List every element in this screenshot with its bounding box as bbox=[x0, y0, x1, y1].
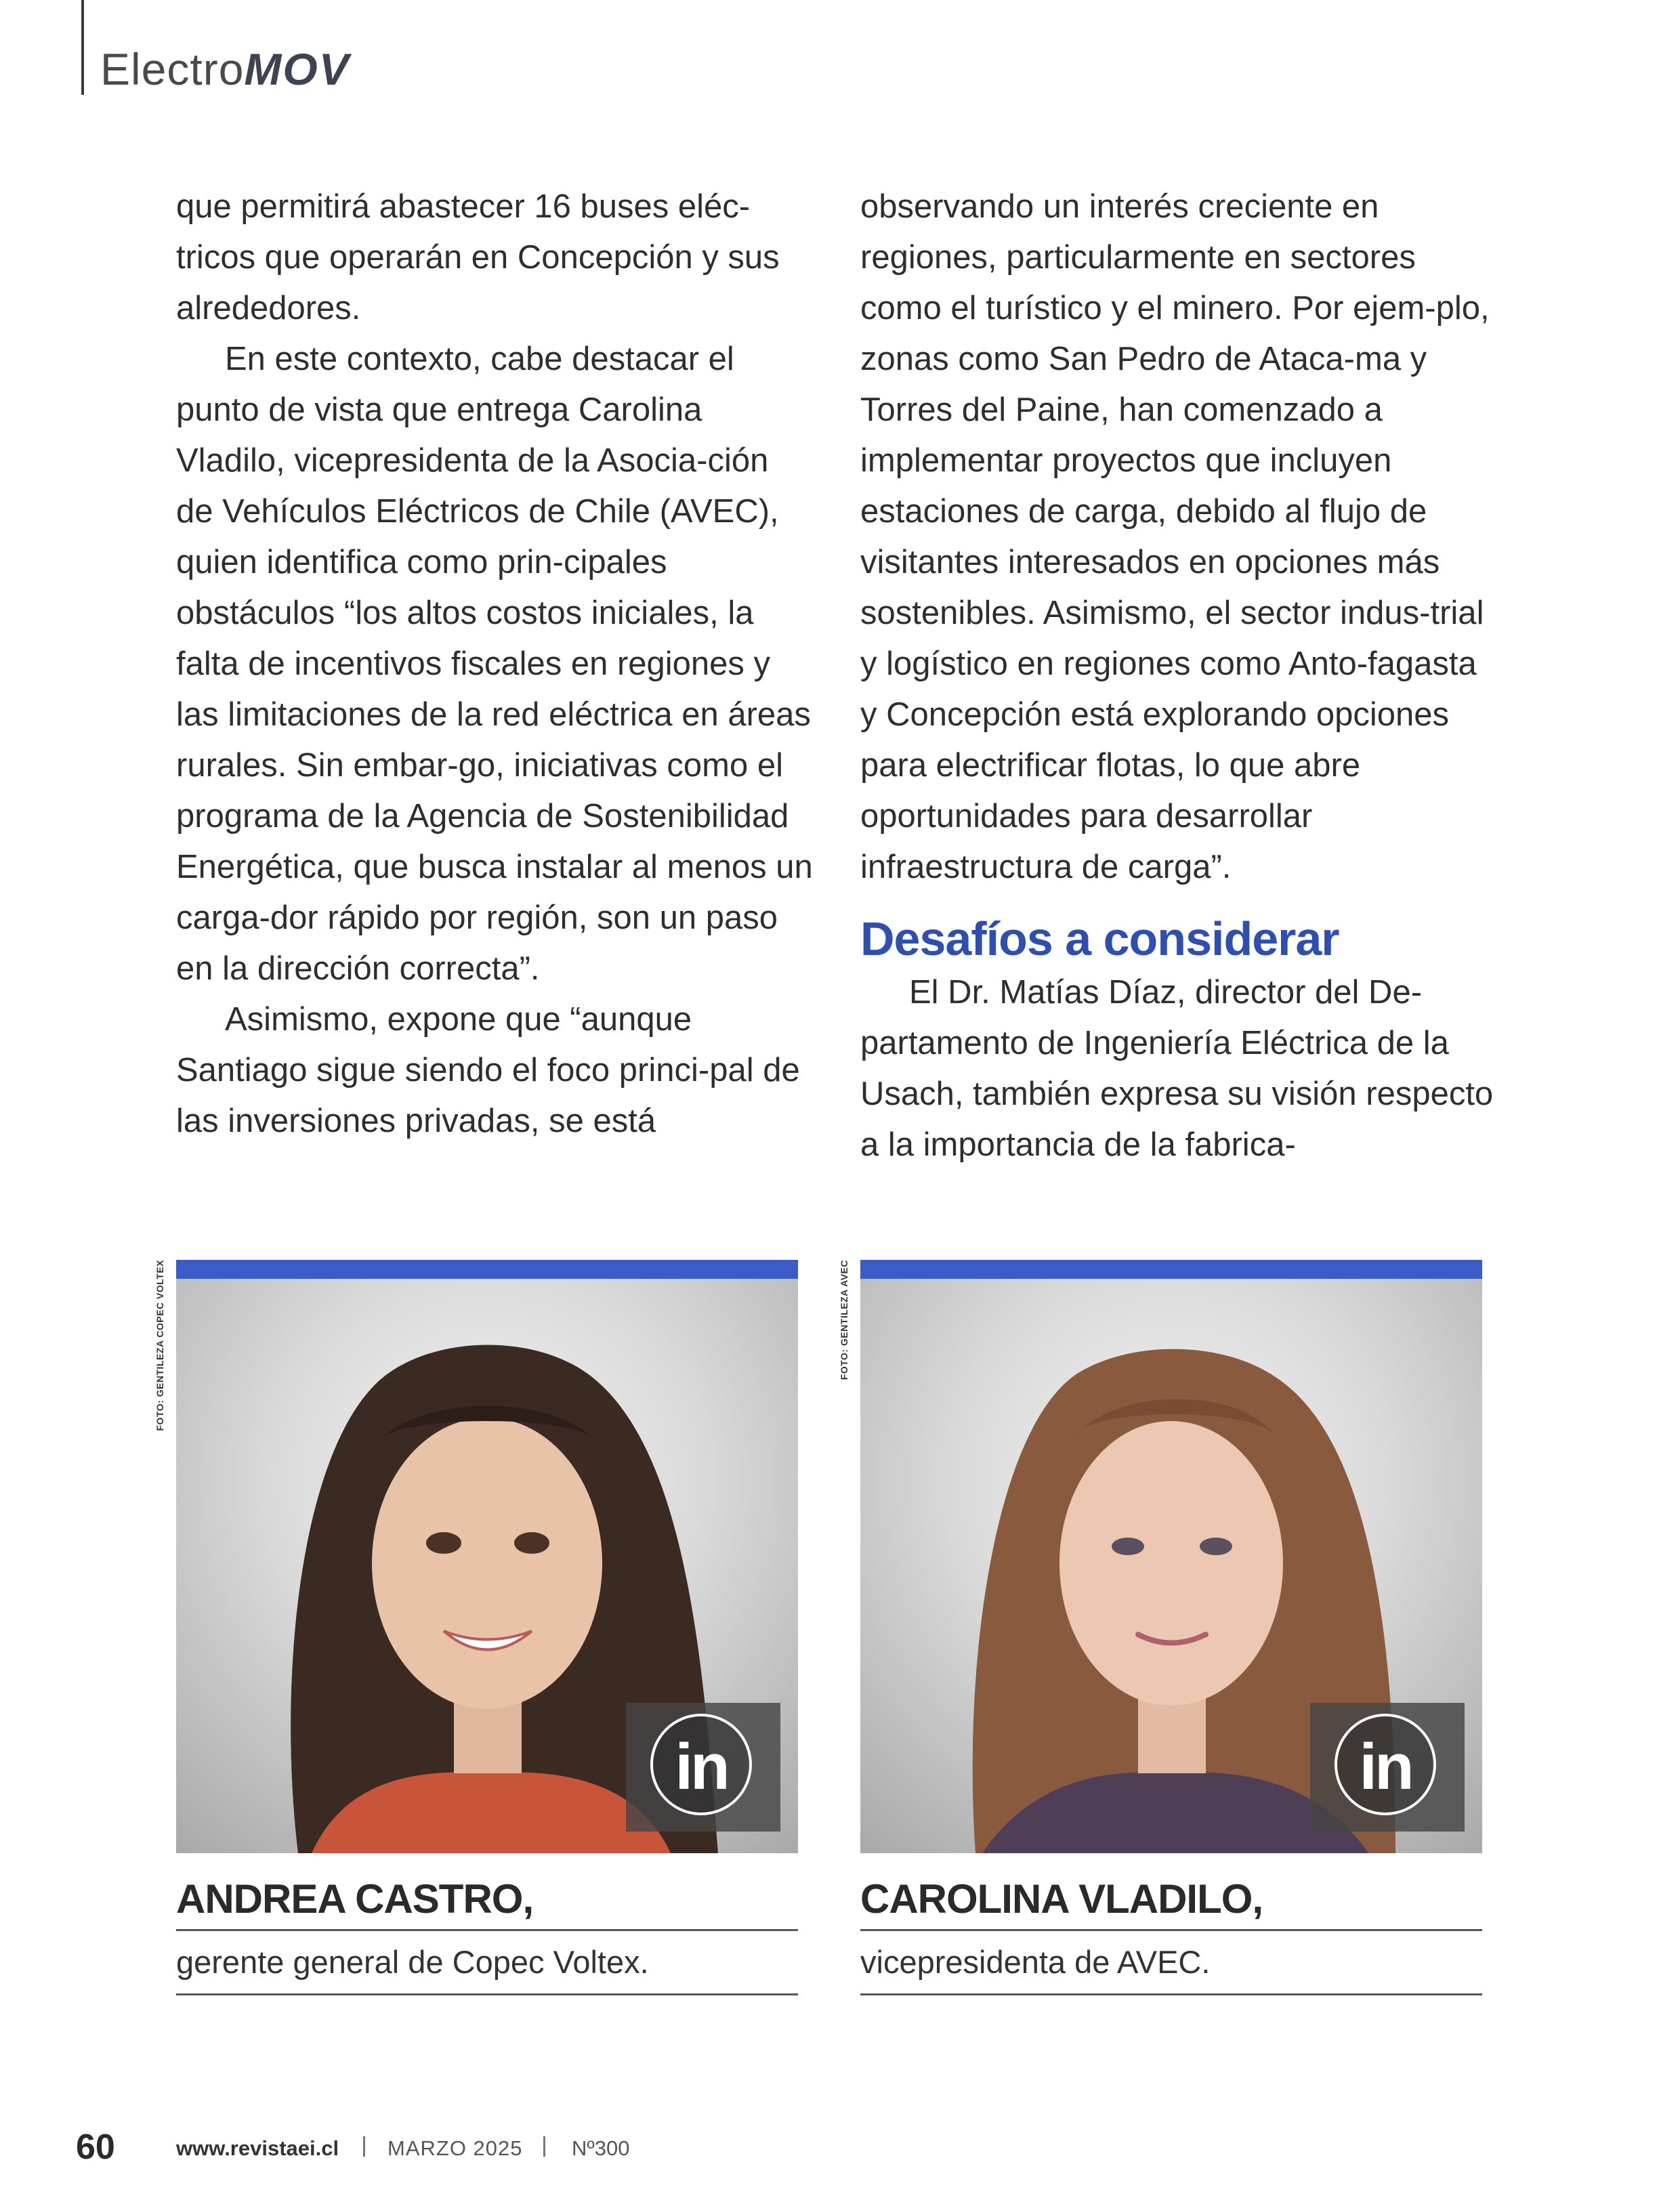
profile-photo bbox=[860, 1260, 1482, 1853]
article-paragraph: observando un interés creciente en regiones, particularmente en sectores como el turístico y el minero. Por ejem-plo, zonas como San Pedro de Ataca-ma y Torres del Paine, han comenzado a implementar proyectos que incluyen estaciones de carga, debido al flujo de visitantes interesados en opciones más sostenibles. Asimismo, el sector indus-trial y logístico en regiones como Anto-fagasta y Concepción está explorando opciones para electrificar flotas, lo que abre oportunidades para desarrollar infraestructura de carga”. bbox=[860, 188, 1490, 885]
profile-card bbox=[176, 1260, 798, 1995]
photo-credit: FOTO: GENTILEZA COPEC VOLTEX bbox=[154, 1260, 165, 1431]
linkedin-label: in bbox=[675, 1731, 728, 1803]
photo-accent-bar bbox=[176, 1260, 798, 1279]
divider bbox=[860, 1993, 1482, 1995]
website-link[interactable]: www.revistaei.cl bbox=[176, 2136, 339, 2160]
article-paragraph: En este contexto, cabe destacar el punto de vista que entrega Carolina Vladilo, vicepresidenta de la Asocia-ción de Vehículos Eléctricos de Chile (AVEC), quien identifica como prin-cipales obstáculos “los altos costos iniciales, la falta de incentivos fiscales en regiones y las limitaciones de la red eléctrica en áreas rurales. Sin embar-go, iniciativas como el programa de la Agencia de Sostenibilidad Energética, que busca instalar al menos un carga-dor rápido por región, son un paso en la dirección correcta”. bbox=[176, 341, 813, 987]
issue-date: MARZO 2025 bbox=[387, 2136, 523, 2160]
section-divider-line bbox=[81, 0, 84, 95]
photo-credit: FOTO: GENTILEZA AVEC bbox=[839, 1260, 849, 1380]
article-paragraph: que permitirá abastecer 16 buses eléc-tricos que operarán en Concepción y sus alrededores. bbox=[176, 188, 780, 326]
profile-role: gerente general de Copec Voltex. bbox=[176, 1944, 649, 1980]
photo-accent-bar bbox=[860, 1260, 1482, 1279]
footer-separator bbox=[543, 2136, 545, 2157]
article-paragraph: El Dr. Matías Díaz, director del De-partamento de Ingeniería Eléctrica de la Usach, también expresa su visión respecto a la importancia de la fabrica- bbox=[860, 974, 1494, 1163]
article-column-right bbox=[860, 182, 1497, 1170]
profile-role: vicepresidenta de AVEC. bbox=[860, 1944, 1211, 1980]
profile-name: ANDREA CASTRO, bbox=[176, 1876, 534, 1922]
section-label-light: Electro bbox=[100, 44, 245, 94]
linkedin-button[interactable] bbox=[626, 1703, 780, 1832]
linkedin-icon bbox=[1335, 1714, 1436, 1815]
profile-photo bbox=[176, 1260, 798, 1853]
profile-name: CAROLINA VLADILO, bbox=[860, 1876, 1263, 1922]
linkedin-icon bbox=[650, 1714, 752, 1815]
section-label-bold: MOV bbox=[244, 44, 350, 94]
divider bbox=[176, 1993, 798, 1995]
issue-number: Nº300 bbox=[572, 2136, 630, 2160]
article-column-left bbox=[176, 182, 813, 1147]
footer-separator bbox=[363, 2136, 365, 2157]
divider bbox=[860, 1929, 1482, 1931]
linkedin-button[interactable] bbox=[1310, 1703, 1465, 1832]
article-paragraph: Asimismo, expone que “aunque Santiago sigue siendo el foco princi-pal de las inversiones privadas, se está bbox=[176, 1001, 800, 1139]
profile-card bbox=[860, 1260, 1482, 1995]
page-footer bbox=[0, 2127, 1680, 2167]
divider bbox=[176, 1929, 798, 1931]
linkedin-label: in bbox=[1359, 1731, 1412, 1803]
section-label bbox=[100, 42, 350, 96]
section-subheading: Desafíos a considerar bbox=[860, 912, 1339, 965]
page-number: 60 bbox=[76, 2128, 115, 2167]
